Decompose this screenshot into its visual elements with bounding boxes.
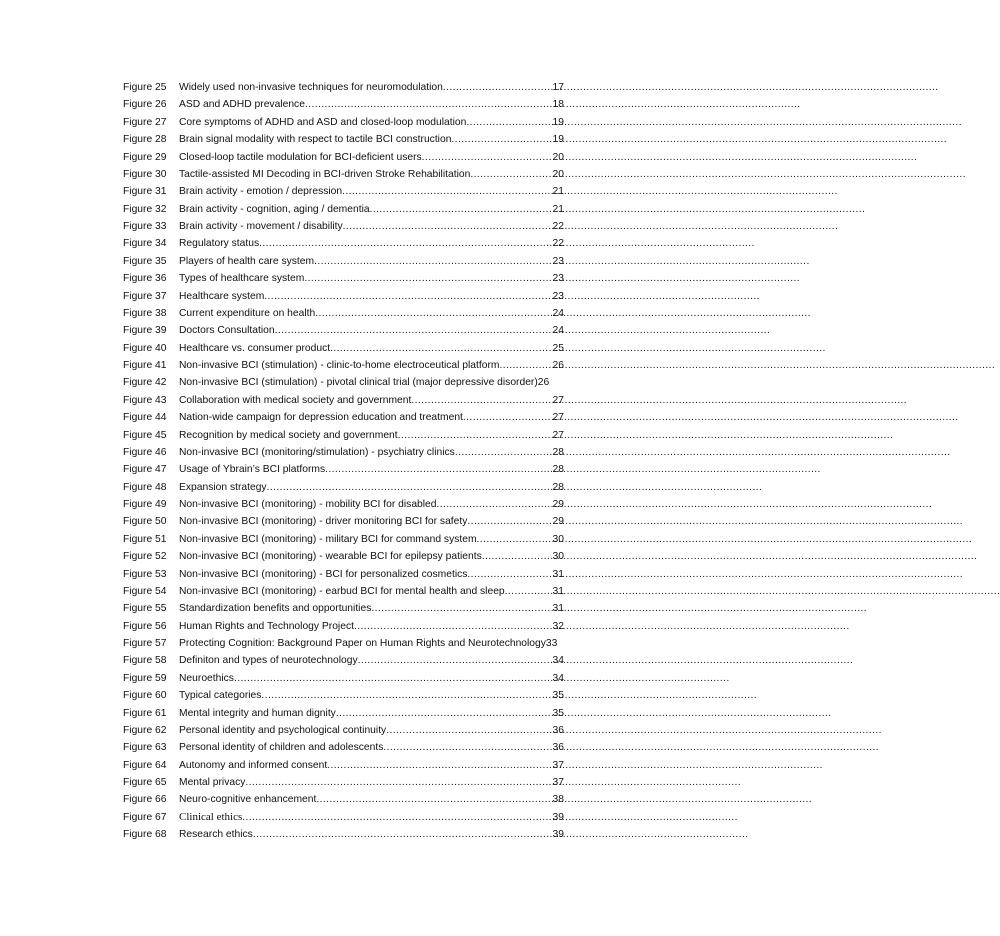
page-number: 23 <box>552 290 564 302</box>
figure-entry[interactable] <box>123 131 564 148</box>
dot-leader <box>316 791 552 808</box>
figure-label: Figure 33 <box>123 221 167 232</box>
figure-label: Figure 37 <box>123 290 167 302</box>
figure-label: Figure 31 <box>123 186 167 198</box>
page-number: 34 <box>552 672 564 684</box>
dot-leader <box>325 461 552 478</box>
figure-label: Figure 46 <box>123 446 167 458</box>
figure-title: Non-invasive BCI (monitoring) - military BCI for command system <box>179 533 477 545</box>
page-number: 26 <box>537 377 550 389</box>
figure-label: Figure 56 <box>123 620 167 632</box>
page-number: 33 <box>545 638 558 649</box>
figure-label: Figure 25 <box>123 82 167 93</box>
figure-label: Figure 52 <box>123 551 167 563</box>
figure-label: Figure 62 <box>123 724 167 736</box>
dot-leader <box>398 427 553 444</box>
dot-leader <box>305 96 553 113</box>
figure-entry[interactable] <box>123 218 564 235</box>
figure-label: Figure 60 <box>123 690 167 702</box>
figure-title: Autonomy and informed consent <box>179 759 328 771</box>
figure-entry[interactable] <box>123 288 564 305</box>
page-number: 24 <box>552 325 564 337</box>
figure-entry[interactable] <box>123 496 564 513</box>
figure-title: Current expenditure on health <box>179 307 316 319</box>
figure-label: Figure 41 <box>123 360 167 371</box>
figure-label: Figure 58 <box>123 655 167 667</box>
figure-title: Tactile-assisted MI Decoding in BCI-driven Stroke Rehabilitation <box>179 168 471 180</box>
dot-leader <box>358 652 553 669</box>
figure-title: Healthcare system <box>179 290 265 302</box>
figure-entry[interactable] <box>123 652 564 669</box>
dot-leader <box>234 670 553 687</box>
dot-leader <box>370 201 553 218</box>
page-number: 20 <box>552 168 564 180</box>
figure-title: Recognition by medical society and government <box>179 429 398 441</box>
page-number: 27 <box>552 394 564 406</box>
figure-entry[interactable] <box>123 791 564 808</box>
figure-entry[interactable] <box>123 322 564 339</box>
figure-title: Brain signal modality with respect to tactile BCI construction <box>179 134 452 146</box>
figure-entry[interactable] <box>123 531 564 548</box>
dot-leader <box>327 757 552 774</box>
dot-leader <box>470 166 552 183</box>
figure-title: Non-invasive BCI (monitoring) - BCI for personalized cosmetics <box>179 568 468 580</box>
figure-title: Nation-wide campaign for depression education and treatment <box>179 412 463 424</box>
figure-title: Non-invasive BCI (stimulation) - clinic-to-home electroceutical platform <box>179 360 500 371</box>
figure-entry[interactable] <box>123 809 564 826</box>
page-number: 39 <box>552 811 564 823</box>
figure-label: Figure 27 <box>123 116 167 128</box>
page-number: 24 <box>552 307 564 319</box>
figure-label: Figure 28 <box>123 134 167 146</box>
figure-title: Standardization benefits and opportunities <box>179 603 372 615</box>
page-number: 35 <box>552 690 564 702</box>
dot-leader <box>371 600 552 617</box>
dot-leader <box>463 409 553 426</box>
dot-leader <box>437 496 553 513</box>
page-number: 23 <box>552 273 564 285</box>
figure-title: Definiton and types of neurotechnology <box>179 655 358 667</box>
figure-title: Research ethics <box>179 829 253 841</box>
dot-leader <box>275 322 553 339</box>
figure-title: Mental privacy <box>179 777 246 788</box>
page-number: 17 <box>552 82 564 93</box>
figure-label: Figure 29 <box>123 151 167 163</box>
dot-leader <box>386 722 552 739</box>
figure-entry[interactable] <box>123 826 564 843</box>
dot-leader <box>253 826 553 843</box>
figure-label: Figure 57 <box>123 638 167 649</box>
page-number: 31 <box>552 585 564 597</box>
figure-label: Figure 42 <box>123 377 167 389</box>
figure-entry[interactable] <box>123 340 564 357</box>
dot-leader <box>261 687 552 704</box>
figure-title: Players of health care system <box>179 255 315 267</box>
page-number: 21 <box>552 203 564 215</box>
page-number: 37 <box>552 777 564 788</box>
dot-leader <box>315 305 552 322</box>
figure-title: Protecting Cognition: Background Paper on Human Rights and Neurotechnology <box>179 638 546 649</box>
figure-entry[interactable] <box>123 705 564 722</box>
figure-entry[interactable] <box>123 548 564 565</box>
figure-title: Human Rights and Technology Project <box>179 620 354 632</box>
page-number: 30 <box>552 551 564 563</box>
figure-title: Usage of Ybrain’s BCI platforms <box>179 464 326 476</box>
figure-entry[interactable] <box>123 79 564 96</box>
page-number: 32 <box>552 620 564 632</box>
figure-entry[interactable] <box>123 444 564 461</box>
page-number: 39 <box>552 829 564 841</box>
page-number: 25 <box>552 342 564 354</box>
figure-title: Neuro-cognitive enhancement <box>179 794 317 806</box>
dot-leader <box>330 340 552 357</box>
figure-entry[interactable] <box>123 253 564 270</box>
dot-leader <box>242 809 552 826</box>
dot-leader <box>505 583 553 600</box>
figure-entry[interactable] <box>123 183 564 200</box>
figure-label: Figure 48 <box>123 481 167 493</box>
figure-entry[interactable] <box>123 166 564 183</box>
page-number: 36 <box>552 742 564 754</box>
page-number: 28 <box>552 446 564 458</box>
figure-entry[interactable] <box>123 670 564 687</box>
dot-leader <box>422 149 553 166</box>
figure-entry[interactable] <box>123 305 564 322</box>
dot-leader <box>304 270 552 287</box>
figure-label: Figure 51 <box>123 533 167 545</box>
figure-label: Figure 55 <box>123 603 167 615</box>
dot-leader <box>267 479 553 496</box>
page-number: 31 <box>552 603 564 615</box>
figure-entry[interactable] <box>123 774 564 791</box>
figure-title: Non-invasive BCI (monitoring) - mobility BCI for disabled <box>179 499 437 510</box>
figure-title: Core symptoms of ADHD and ASD and closed-loop modulation <box>179 116 467 128</box>
figure-entry[interactable] <box>123 618 564 635</box>
figure-entry[interactable] <box>123 513 564 530</box>
page-number: 29 <box>552 499 564 510</box>
figure-title: Non-invasive BCI (stimulation) - pivotal clinical trial (major depressive disorder) <box>179 377 538 389</box>
dot-leader <box>354 618 553 635</box>
figure-label: Figure 43 <box>123 394 167 406</box>
figure-title: Healthcare vs. consumer product <box>179 342 331 354</box>
figure-title: Non-invasive BCI (monitoring) - wearable BCI for epilepsy patients <box>179 551 482 563</box>
figure-label: Figure 68 <box>123 829 167 841</box>
figure-label: Figure 36 <box>123 273 167 285</box>
dot-leader <box>466 114 552 131</box>
figure-entry[interactable] <box>123 149 564 166</box>
page-number: 19 <box>552 134 564 146</box>
figure-title: Personal identity of children and adolescents <box>179 742 384 754</box>
figure-title: Closed-loop tactile modulation for BCI-deficient users <box>179 151 422 163</box>
dot-leader <box>336 705 553 722</box>
figure-entry[interactable] <box>123 392 564 409</box>
figure-entry[interactable] <box>123 600 564 617</box>
dot-leader <box>467 566 552 583</box>
figure-entry[interactable] <box>123 461 564 478</box>
figure-entry[interactable] <box>123 270 564 287</box>
figure-entry[interactable] <box>123 409 564 426</box>
figure-title: Brain activity - cognition, aging / dementia <box>179 203 370 215</box>
figure-title: Brain activity - movement / disability <box>179 221 343 232</box>
figure-label: Figure 44 <box>123 412 167 424</box>
figure-title: Non-invasive BCI (monitoring/stimulation) - psychiatry clinics <box>179 446 455 458</box>
page-number: 30 <box>552 533 564 545</box>
figure-title: Expansion strategy <box>179 481 267 493</box>
figure-label: Figure 45 <box>123 429 167 441</box>
dot-leader <box>482 548 553 565</box>
dot-leader <box>443 79 553 96</box>
figure-label: Figure 59 <box>123 672 167 684</box>
figure-title: Mental integrity and human dignity <box>179 707 336 719</box>
figure-entry[interactable] <box>123 114 564 131</box>
page-number: 28 <box>552 464 564 476</box>
figure-entry[interactable] <box>123 96 564 113</box>
figure-entry[interactable] <box>123 722 564 739</box>
page-number: 28 <box>552 481 564 493</box>
page-number: 22 <box>552 221 564 232</box>
figure-label: Figure 32 <box>123 203 167 215</box>
page-number: 36 <box>552 724 564 736</box>
figure-label: Figure 47 <box>123 464 167 476</box>
figure-entry[interactable] <box>123 739 564 756</box>
page-number: 21 <box>552 186 564 198</box>
figure-title: Non-invasive BCI (monitoring) - driver monitoring BCI for safety <box>179 516 468 528</box>
dot-leader <box>343 218 553 235</box>
figure-title: Personal identity and psychological continuity <box>179 724 387 736</box>
figure-label: Figure 39 <box>123 325 167 337</box>
page-number: 37 <box>552 759 564 771</box>
page-number: 27 <box>552 429 564 441</box>
list-of-figures <box>123 79 564 844</box>
figure-label: Figure 53 <box>123 568 167 580</box>
dot-leader <box>499 357 552 374</box>
figure-label: Figure 67 <box>123 811 167 823</box>
dot-leader <box>259 235 552 252</box>
dot-leader <box>451 131 552 148</box>
figure-label: Figure 66 <box>123 794 167 806</box>
dot-leader <box>245 774 552 791</box>
page-number: 22 <box>552 238 564 250</box>
figure-title: Clinical ethics <box>179 810 243 823</box>
figure-label: Figure 50 <box>123 516 167 528</box>
figure-title: Non-invasive BCI (monitoring) - earbud BCI for mental health and sleep <box>179 585 505 597</box>
figure-entry[interactable] <box>123 566 564 583</box>
page-number: 29 <box>552 516 564 528</box>
page-number: 34 <box>552 655 564 667</box>
figure-title: Typical categories <box>179 690 262 702</box>
page-number: 20 <box>552 151 564 163</box>
dot-leader <box>455 444 553 461</box>
figure-label: Figure 38 <box>123 307 167 319</box>
figure-title: Collaboration with medical society and government <box>179 394 412 406</box>
figure-label: Figure 35 <box>123 255 167 267</box>
figure-entry[interactable] <box>123 635 564 652</box>
figure-label: Figure 40 <box>123 342 167 354</box>
figure-title: Doctors Consultation <box>179 325 275 337</box>
figure-label: Figure 64 <box>123 759 167 771</box>
figure-entry[interactable] <box>123 201 564 218</box>
page-number: 18 <box>552 99 564 111</box>
figure-label: Figure 49 <box>123 499 167 510</box>
figure-label: Figure 34 <box>123 238 167 250</box>
figure-label: Figure 61 <box>123 707 167 719</box>
dot-leader <box>467 513 552 530</box>
figure-title: Regulatory status <box>179 238 260 250</box>
dot-leader <box>477 531 553 548</box>
figure-entry[interactable] <box>123 757 564 774</box>
figure-entry[interactable] <box>123 687 564 704</box>
page-number: 23 <box>552 255 564 267</box>
figure-title: ASD and ADHD prevalence <box>179 99 305 111</box>
page-number: 27 <box>552 412 564 424</box>
dot-leader <box>383 739 552 756</box>
figure-label: Figure 65 <box>123 777 167 788</box>
figure-label: Figure 63 <box>123 742 167 754</box>
page-number: 38 <box>552 794 564 806</box>
figure-label: Figure 26 <box>123 99 167 111</box>
page-number: 26 <box>552 360 564 371</box>
dot-leader <box>411 392 552 409</box>
figure-entry[interactable] <box>123 479 564 496</box>
page-number: 19 <box>552 116 564 128</box>
figure-title: Types of healthcare system <box>179 273 305 285</box>
figure-title: Brain activity - emotion / depression <box>179 186 343 198</box>
figure-entry[interactable] <box>123 357 564 374</box>
figure-label: Figure 30 <box>123 168 167 180</box>
page-number: 35 <box>552 707 564 719</box>
figure-entry[interactable] <box>123 374 564 391</box>
figure-entry[interactable] <box>123 235 564 252</box>
figure-label: Figure 54 <box>123 585 167 597</box>
dot-leader <box>314 253 552 270</box>
figure-entry[interactable] <box>123 583 564 600</box>
figure-title: Widely used non-invasive techniques for neuromodulation <box>179 82 443 93</box>
dot-leader <box>264 288 552 305</box>
page-number: 31 <box>552 568 564 580</box>
dot-leader <box>342 183 552 200</box>
figure-entry[interactable] <box>123 427 564 444</box>
figure-title: Neuroethics <box>179 672 234 684</box>
